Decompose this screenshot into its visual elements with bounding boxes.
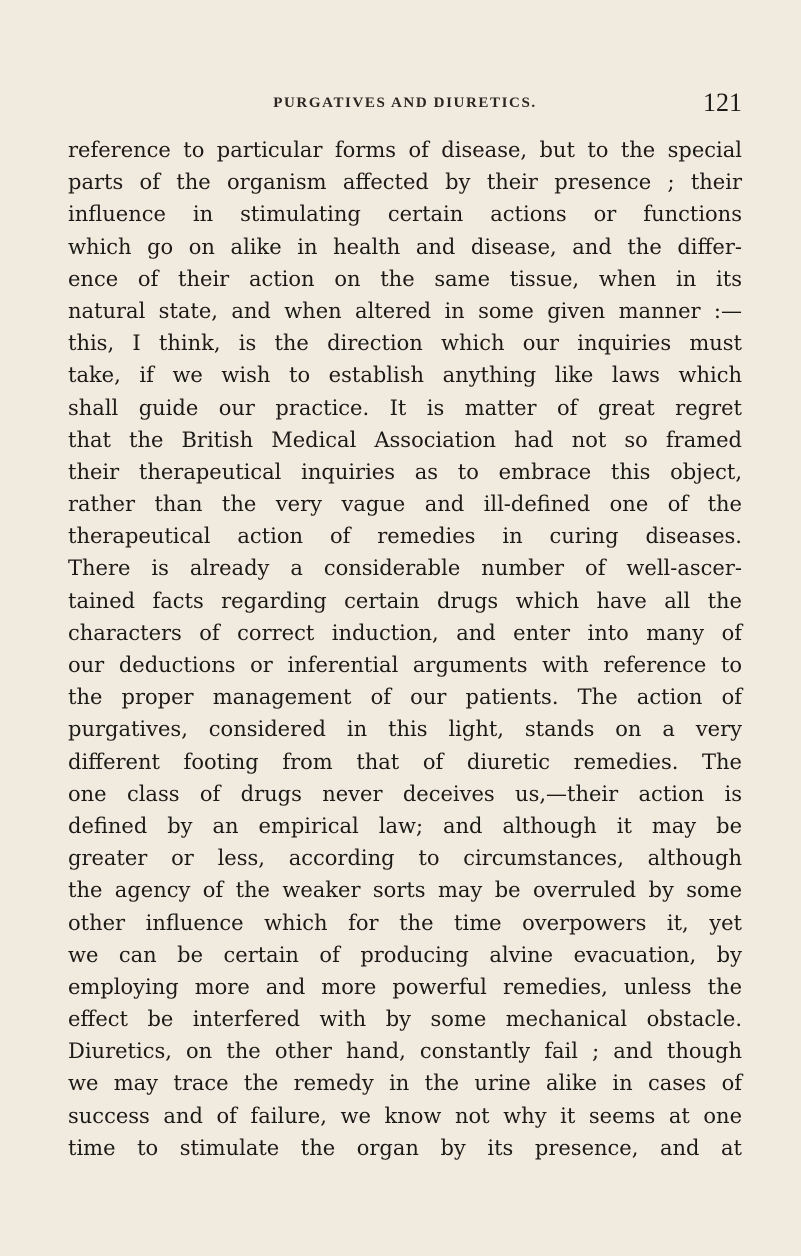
text-line: one class of drugs never deceives us,—their action is xyxy=(68,781,742,806)
text-line: different footing from that of diuretic remedies. The xyxy=(68,749,742,774)
text-line: defined by an empirical law; and although it may be xyxy=(68,813,742,838)
text-line: Diuretics, on the other hand, constantly fail ; and though xyxy=(68,1039,742,1064)
running-title: PURGATIVES AND DIURETICS. xyxy=(273,95,537,111)
text-line: we may trace the remedy in the urine alike in cases of xyxy=(68,1071,742,1096)
text-line: that the British Medical Association had not so framed xyxy=(68,427,742,452)
text-line: purgatives, considered in this light, stands on a very xyxy=(68,717,742,742)
text-line: characters of correct induction, and enter into many of xyxy=(68,620,742,645)
text-line: success and of failure, we know not why it seems at one xyxy=(68,1103,742,1128)
text-line: we can be certain of producing alvine evacuation, by xyxy=(68,942,742,967)
text-line: influence in stimulating certain actions or functions xyxy=(68,202,742,227)
page-number: 121 xyxy=(703,88,742,117)
text-line: employing more and more powerful remedies, unless the xyxy=(68,974,742,999)
text-line: therapeutical action of remedies in curing diseases. xyxy=(68,524,742,549)
text-line: time to stimulate the organ by its presence, and at xyxy=(68,1135,742,1160)
text-line: There is already a considerable number of well-ascer- xyxy=(68,556,742,581)
text-line: shall guide our practice. It is matter of great regret xyxy=(68,395,742,420)
text-line: ence of their action on the same tissue, when in its xyxy=(68,266,742,291)
text-line: the agency of the weaker sorts may be overruled by some xyxy=(68,878,742,903)
text-line: their therapeutical inquiries as to embrace this object, xyxy=(68,459,742,484)
text-line: tained facts regarding certain drugs which have all the xyxy=(68,588,742,613)
text-line: take, if we wish to establish anything like laws which xyxy=(68,363,742,388)
text-line: our deductions or inferential arguments with reference to xyxy=(68,653,742,677)
text-line: rather than the very vague and ill-defined one of the xyxy=(68,492,742,517)
text-line: natural state, and when altered in some given manner :— xyxy=(68,298,742,323)
text-line: parts of the organism affected by their presence ; their xyxy=(68,170,742,195)
text-line: this, I think, is the direction which our inquiries must xyxy=(68,331,742,356)
text-line: the proper management of our patients. The action of xyxy=(68,685,742,710)
running-head xyxy=(68,88,742,128)
body-text xyxy=(68,134,742,1164)
text-line: effect be interfered with by some mechanical obstacle. xyxy=(68,1007,742,1032)
text-line: reference to particular forms of disease, but to the special xyxy=(68,138,742,162)
text-line: which go on alike in health and disease, and the differ- xyxy=(68,234,742,259)
text-line: greater or less, according to circumstances, although xyxy=(68,846,742,871)
text-line: other influence which for the time overpowers it, yet xyxy=(68,910,742,935)
